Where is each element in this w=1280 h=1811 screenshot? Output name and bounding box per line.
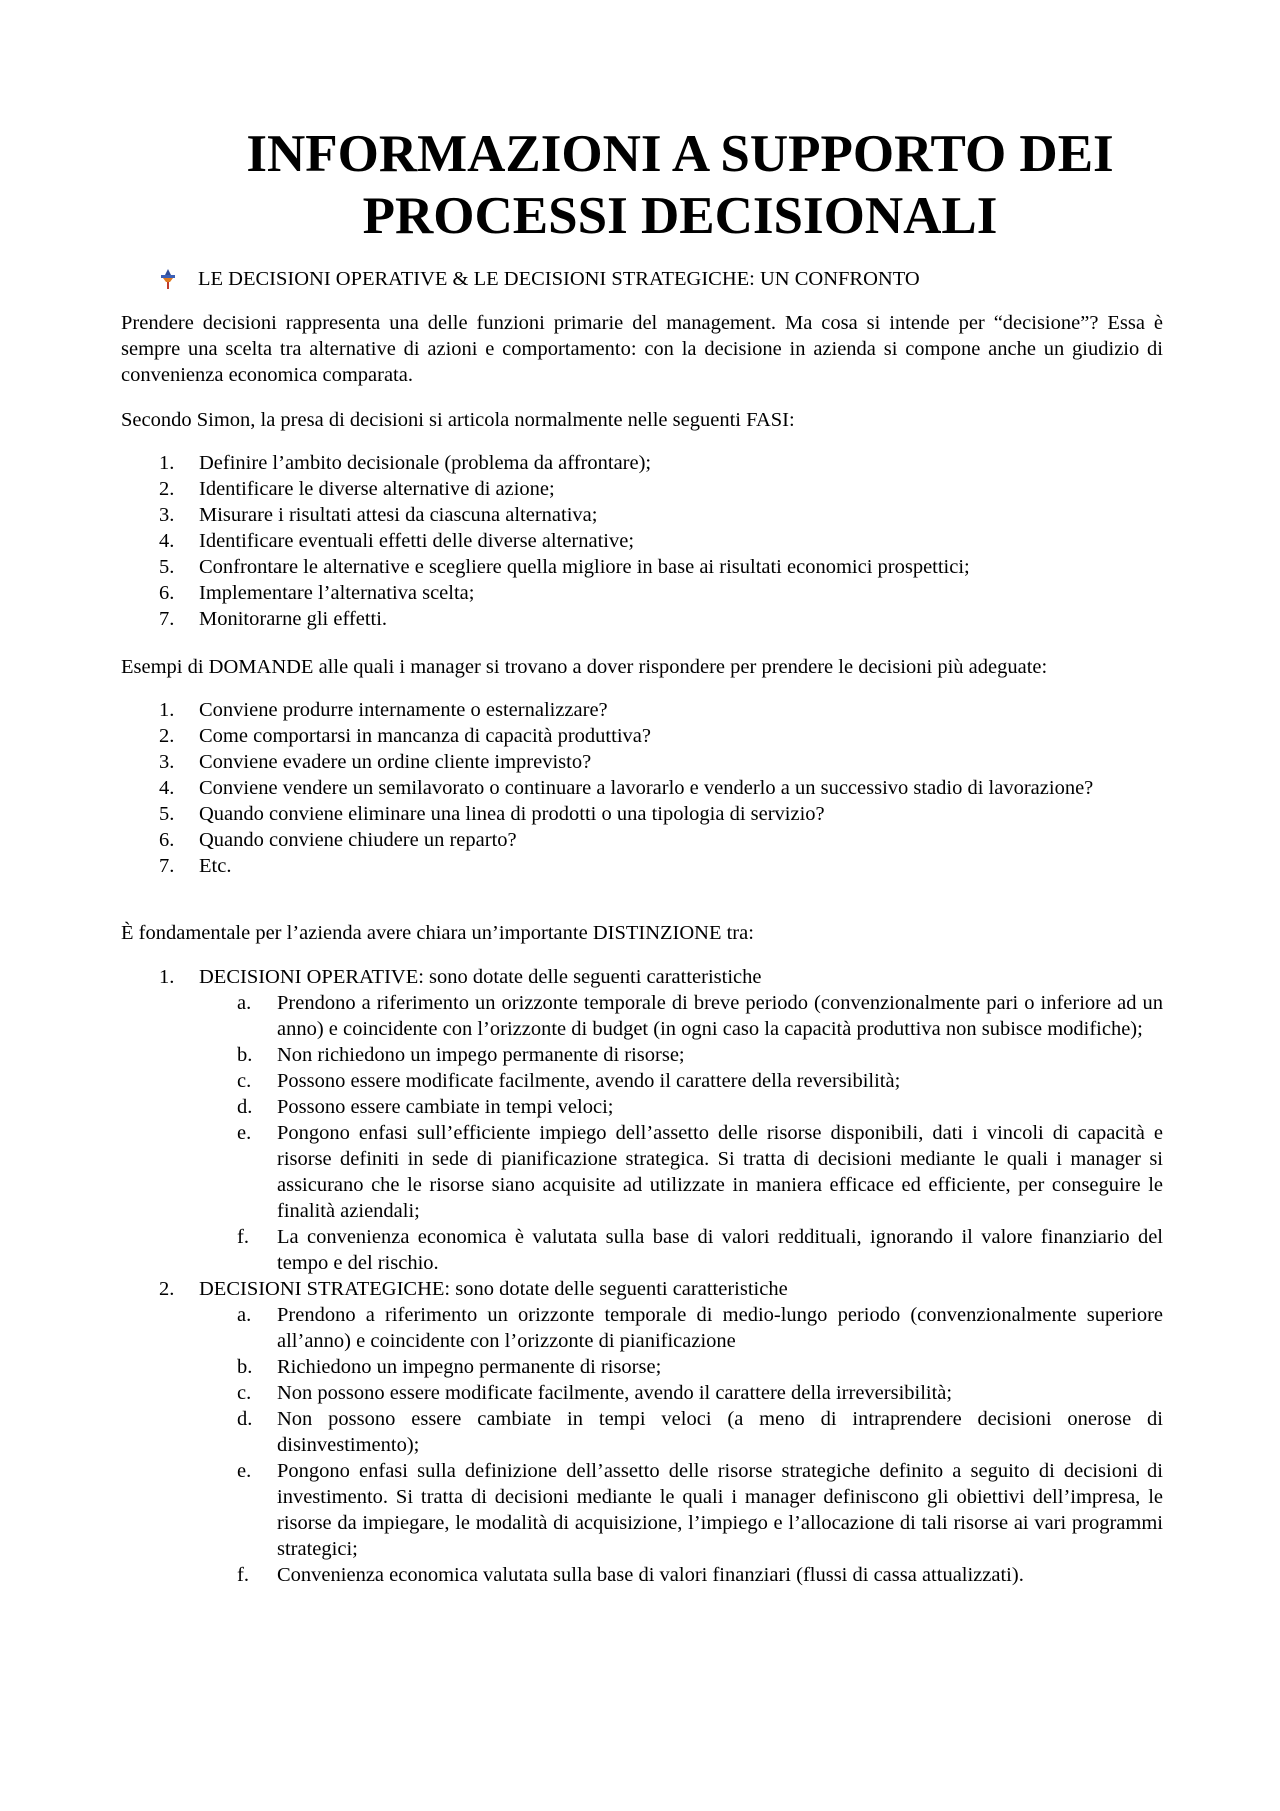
list-item-text: Quando conviene eliminare una linea di prodotti o una tipologia di servizio? [199, 803, 825, 825]
sub-list-item [199, 1302, 1163, 1354]
list-item [121, 749, 1163, 775]
list-item [121, 580, 1163, 606]
list-item-text: Come comportarsi in mancanza di capacità produttiva? [199, 725, 651, 747]
strategic-characteristics-list [199, 1302, 1163, 1588]
sub-list-item-text: Richiedono un impegno permanente di risorse; [277, 1356, 662, 1378]
sub-list-item-text: Non possono essere modificate facilmente, avendo il carattere della irreversibilità; [277, 1382, 953, 1404]
list-item [121, 853, 1163, 879]
simon-intro-paragraph: Secondo Simon, la presa di decisioni si articola normalmente nelle seguenti FASI: [121, 409, 795, 431]
list-item-text: Conviene evadere un ordine cliente imprevisto? [199, 751, 592, 773]
sub-list-letter: c. [237, 1070, 252, 1092]
section-heading-text: LE DECISIONI OPERATIVE & LE DECISIONI STRATEGICHE: UN CONFRONTO [198, 268, 920, 290]
list-number: 6. [159, 829, 175, 851]
list-item-text: Misurare i risultati attesi da ciascuna alternativa; [199, 504, 598, 526]
sub-list-item [199, 1094, 1163, 1120]
list-item [121, 502, 1163, 528]
list-item-text: Implementare l’alternativa scelta; [199, 582, 475, 604]
list-number: 7. [159, 608, 175, 630]
sub-list-item [199, 1458, 1163, 1562]
list-item-text: Conviene vendere un semilavorato o continuare a lavorarlo e venderlo a un successivo stadio di lavorazione? [199, 777, 1094, 799]
sub-list-letter: a. [237, 992, 252, 1014]
sub-list-item-text: Possono essere cambiate in tempi veloci; [277, 1096, 614, 1118]
list-item-text: Confrontare le alternative e scegliere quella migliore in base ai risultati economici prospettici; [199, 556, 970, 578]
questions-intro-paragraph: Esempi di DOMANDE alle quali i manager si trovano a dover rispondere per prendere le decisioni più adeguate: [121, 656, 1048, 678]
list-number: 2. [159, 1278, 175, 1300]
list-item-text: DECISIONI STRATEGICHE: sono dotate delle seguenti caratteristiche [199, 1278, 788, 1300]
sub-list-item-text: Prendono a riferimento un orizzonte temporale di medio-lungo periodo (convenzionalmente superiore all’anno) e coincidente con l’orizzonte di pianificazione [277, 1304, 1163, 1352]
sub-list-letter: b. [237, 1356, 253, 1378]
sub-list-letter: c. [237, 1382, 252, 1404]
list-number: 5. [159, 803, 175, 825]
sub-list-item-text: Pongono enfasi sulla definizione dell’assetto delle risorse strategiche definito a seguito di decisioni di investimento. Si tratta di decisioni mediante le quali i manager definiscono gli obiettivi dell’impresa, le risorse da impiegare, le modalità di acquisizione, l’impiego e l’allocazione di tali risorse ai vari programmi strategici; [277, 1460, 1163, 1560]
list-item-text: Quando conviene chiudere un reparto? [199, 829, 517, 851]
sub-list-letter: d. [237, 1408, 253, 1430]
sub-list-letter: e. [237, 1460, 252, 1482]
page-title-line-1: INFORMAZIONI A SUPPORTO DEI [246, 125, 1114, 183]
thumbtack-icon [158, 268, 178, 290]
sub-list-letter: e. [237, 1122, 252, 1144]
list-number: 2. [159, 478, 175, 500]
list-item [121, 775, 1163, 801]
sub-list-item [199, 1562, 1163, 1588]
list-item-text: DECISIONI OPERATIVE: sono dotate delle seguenti caratteristiche [199, 966, 762, 988]
list-item-text: Conviene produrre internamente o esternalizzare? [199, 699, 608, 721]
list-item-text: Monitorarne gli effetti. [199, 608, 388, 630]
list-number: 5. [159, 556, 175, 578]
sub-list-item [199, 1380, 1163, 1406]
list-number: 1. [159, 699, 175, 721]
sub-list-item-text: Prendono a riferimento un orizzonte temporale di breve periodo (convenzionalmente pari o inferiore ad un anno) e coincidente con l’orizzonte di budget (in ogni caso la capacità produttiva non subisce modifiche); [277, 992, 1163, 1040]
sub-list-letter: f. [237, 1564, 249, 1586]
operative-characteristics-list [199, 990, 1163, 1276]
list-item [121, 450, 1163, 476]
sub-list-item [199, 1224, 1163, 1276]
sub-list-letter: b. [237, 1044, 253, 1066]
list-number: 3. [159, 751, 175, 773]
list-item [121, 801, 1163, 827]
list-item [121, 528, 1163, 554]
list-number: 3. [159, 504, 175, 526]
sub-list-letter: f. [237, 1226, 249, 1248]
sub-list-item-text: Possono essere modificate facilmente, avendo il carattere della reversibilità; [277, 1070, 901, 1092]
list-item [121, 606, 1163, 632]
distinction-intro-paragraph: È fondamentale per l’azienda avere chiara un’importante DISTINZIONE tra: [121, 922, 754, 944]
sub-list-letter: a. [237, 1304, 252, 1326]
list-item-text: Etc. [199, 855, 232, 877]
list-item-text: Identificare eventuali effetti delle diverse alternative; [199, 530, 635, 552]
list-item-text: Identificare le diverse alternative di azione; [199, 478, 555, 500]
sub-list-item-text: Non possono essere cambiate in tempi veloci (a meno di intraprendere decisioni onerose di disinvestimento); [277, 1408, 1163, 1456]
list-item-text: Definire l’ambito decisionale (problema da affrontare); [199, 452, 652, 474]
list-number: 4. [159, 777, 175, 799]
list-number: 6. [159, 582, 175, 604]
list-number: 1. [159, 966, 175, 988]
list-number: 1. [159, 452, 175, 474]
list-item [121, 554, 1163, 580]
intro-paragraph: Prendere decisioni rappresenta una delle funzioni primarie del management. Ma cosa si intende per “decisione”? Essa è sempre una scelta tra alternative di azioni e comportamento: con la decisione in azienda si compone anche un giudizio di convenienza economica comparata. [121, 312, 1163, 386]
sub-list-item [199, 1042, 1163, 1068]
sub-list-item-text: Convenienza economica valutata sulla base di valori finanziari (flussi di cassa attualizzati). [277, 1564, 1024, 1586]
sub-list-item [199, 1354, 1163, 1380]
list-item [121, 827, 1163, 853]
sub-list-item-text: Non richiedono un impego permanente di risorse; [277, 1044, 685, 1066]
sub-list-item [199, 1120, 1163, 1224]
sub-list-item-text: Pongono enfasi sull’efficiente impiego dell’assetto delle risorse disponibili, dati i vincoli di capacità e risorse definiti in sede di pianificazione strategica. Si tratta di decisioni mediante le quali i manager si assicurano che le risorse siano acquisite ad utilizzate in maniera efficace ed efficiente, per conseguire le finalità aziendali; [277, 1122, 1163, 1222]
sub-list-item-text: La convenienza economica è valutata sulla base di valori reddituali, ignorando il valore finanziario del tempo e del rischio. [277, 1226, 1163, 1274]
list-item-strategic [121, 1276, 1163, 1588]
phases-list [121, 450, 1163, 632]
page-title-line-2: PROCESSI DECISIONALI [362, 187, 998, 245]
list-item-operative [121, 964, 1163, 1276]
list-item [121, 476, 1163, 502]
sub-list-letter: d. [237, 1096, 253, 1118]
questions-list [121, 697, 1163, 879]
sub-list-item [199, 1068, 1163, 1094]
list-number: 4. [159, 530, 175, 552]
list-item [121, 723, 1163, 749]
list-number: 7. [159, 855, 175, 877]
sub-list-item [199, 990, 1163, 1042]
sub-list-item [199, 1406, 1163, 1458]
list-number: 2. [159, 725, 175, 747]
distinctions-list [121, 964, 1163, 1588]
list-item [121, 697, 1163, 723]
